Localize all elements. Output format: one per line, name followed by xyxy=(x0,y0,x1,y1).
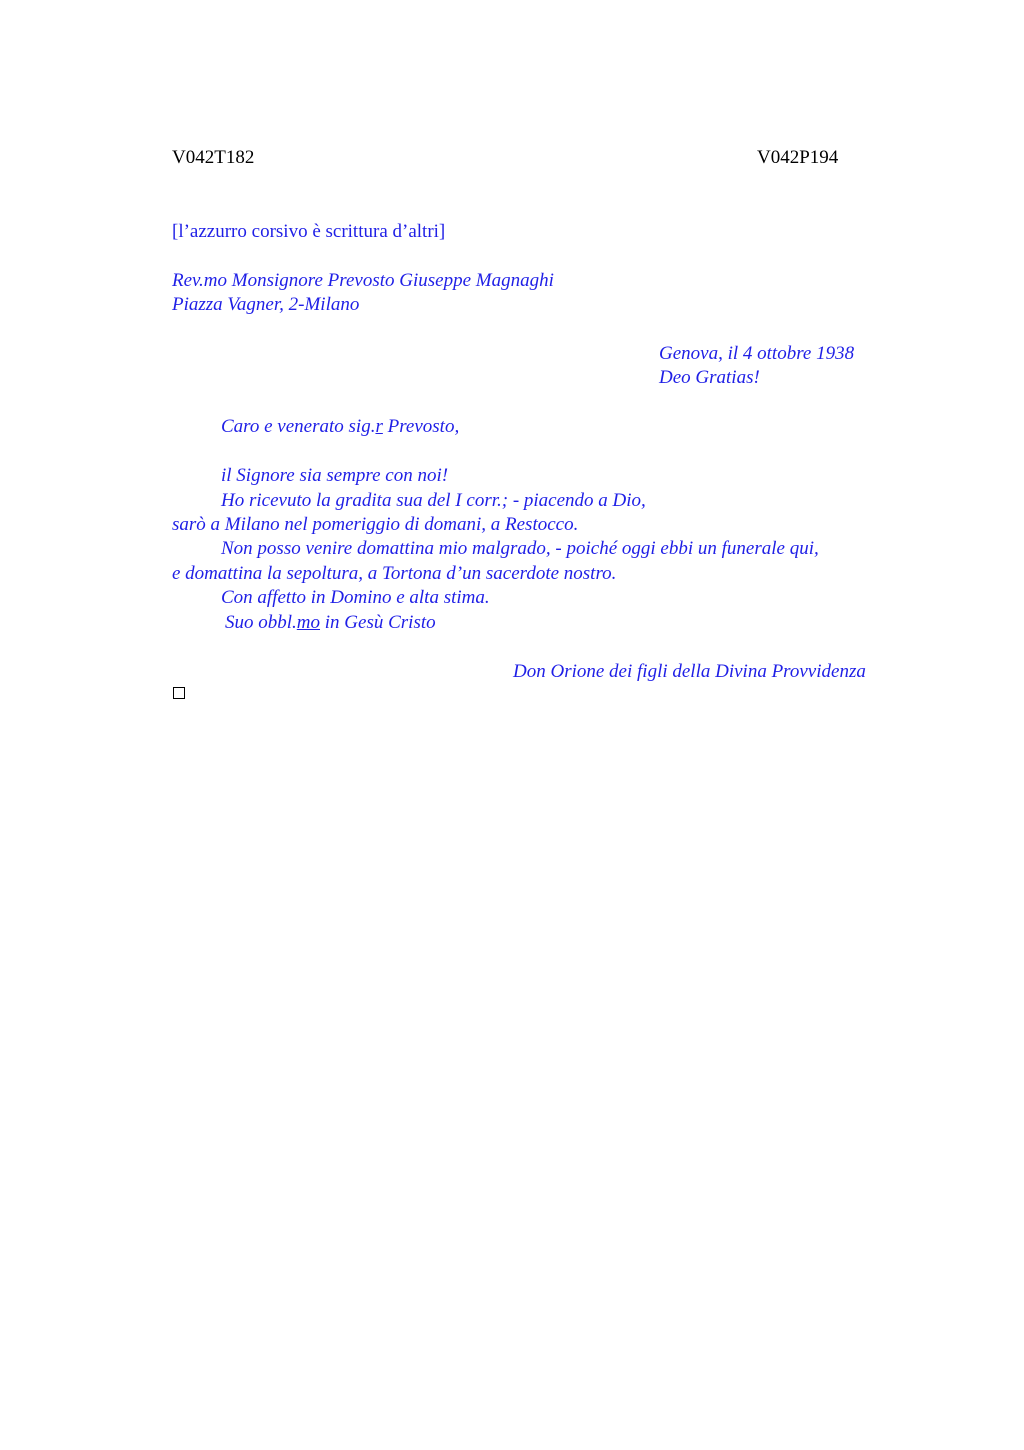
letter-motto: Deo Gratias! xyxy=(659,367,760,388)
address-street: Piazza Vagner, 2-Milano xyxy=(172,294,360,315)
body-line: sarò a Milano nel pomeriggio di domani, a Restocco. xyxy=(172,514,579,535)
closing-formula xyxy=(225,611,436,636)
signature: Don Orione dei figli della Divina Provvidenza xyxy=(513,661,866,682)
address-recipient: Rev.mo Monsignore Prevosto Giuseppe Magnaghi xyxy=(172,270,554,291)
letter-date: Genova, il 4 ottobre 1938 xyxy=(659,343,855,364)
closing-superscript: mo xyxy=(296,612,321,633)
checkbox-square-icon xyxy=(173,687,185,699)
body-line: e domattina la sepoltura, a Tortona d’un sacerdote nostro. xyxy=(172,563,617,584)
salutation-rest: Prevosto, xyxy=(382,416,460,437)
body-line: Ho ricevuto la gradita sua del I corr.; - piacendo a Dio, xyxy=(221,490,646,511)
closing-rest: in Gesù Cristo xyxy=(320,612,436,633)
closing-text: Suo obbl. xyxy=(225,612,297,633)
salutation-superscript: r xyxy=(375,416,383,437)
salutation-text: Caro e venerato sig. xyxy=(221,416,376,437)
document-code-left: V042T182 xyxy=(172,147,255,168)
salutation xyxy=(221,415,459,440)
body-line: Non posso venire domattina mio malgrado, - poiché oggi ebbi un funerale qui, xyxy=(221,538,819,559)
body-line: Con affetto in Domino e alta stima. xyxy=(221,587,490,608)
document-code-right: V042P194 xyxy=(757,147,839,168)
body-line: il Signore sia sempre con noi! xyxy=(221,465,449,486)
editorial-note: [l’azzurro corsivo è scrittura d’altri] xyxy=(172,221,446,242)
